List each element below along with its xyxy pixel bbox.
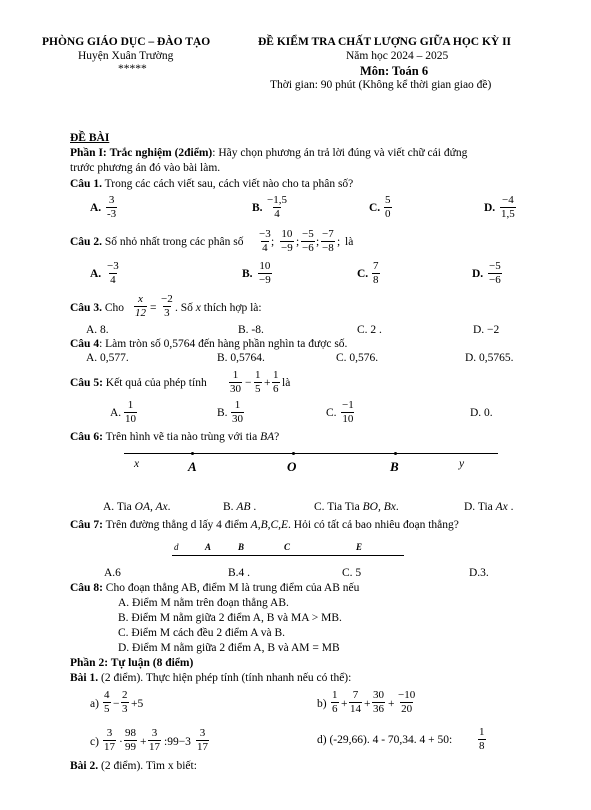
q6-label-x: x xyxy=(134,458,140,470)
q7-label-e: E xyxy=(356,542,363,552)
q3-fraction-x: x 12 xyxy=(135,293,146,319)
q4-option-c: C. 0,576. xyxy=(336,352,379,364)
q2-option-b-label: B. xyxy=(242,268,253,280)
q6-option-c: C. Tia Tia BO, Bx. xyxy=(314,501,399,513)
bai1-a-fraction-2: 2 3 xyxy=(122,689,128,715)
q6-label-y: y xyxy=(459,458,465,470)
q5-option-a-fraction: 1 10 xyxy=(125,399,136,425)
subject: Môn: Toán 6 xyxy=(360,64,429,78)
q3-stem-end: . Số x thích hợp là: xyxy=(175,302,262,314)
header-district: Huyện Xuân Trường xyxy=(78,50,174,62)
q7-label-c: C xyxy=(284,542,291,552)
part1-heading: Phần I: Trắc nghiệm (2điểm): Hãy chọn phương án trả lời đúng và viết chữ cái đứng xyxy=(70,147,468,159)
q6-point-o xyxy=(292,452,295,455)
q2-fraction-4: −7 −8 xyxy=(322,228,334,254)
q1-stem: Câu 1. Trong các cách viết sau, cách viết nào cho ta phân số? xyxy=(70,178,354,190)
q2-option-a-fraction: −3 4 xyxy=(107,260,119,286)
bai1-c-label: c) xyxy=(90,736,99,748)
q1-option-a-label: A. xyxy=(90,202,102,214)
q5-stem: Câu 5: Kết quả của phép tính xyxy=(70,377,207,389)
q5-option-c-label: C. xyxy=(326,407,337,419)
q1-option-c-fraction: 5 0 xyxy=(385,194,391,220)
q6-label-o: O xyxy=(287,459,297,474)
bai1-stem: Bài 1. (2 điểm). Thực hiện phép tính (tính nhanh nếu có thể): xyxy=(70,672,352,684)
q3-option-a: A. 8. xyxy=(86,324,109,336)
q7-label-a: A xyxy=(205,542,212,552)
q3-option-b: B. -8. xyxy=(238,324,264,336)
bai2-stem: Bài 2. (2 điểm). Tìm x biết: xyxy=(70,760,197,772)
q1-option-d-label: D. xyxy=(484,202,496,214)
bai1-c-fraction-1: 3 17 xyxy=(104,727,115,753)
bai1-a-fraction-1: 4 5 xyxy=(104,689,110,715)
q6-option-b: B. AB . xyxy=(223,501,257,513)
bai1-d-fraction: 1 8 xyxy=(479,726,485,752)
bai1-b-fraction-1: 1 6 xyxy=(332,689,338,715)
bai1-c-fraction-4: 3 17 xyxy=(197,727,208,753)
section-heading: ĐỀ BÀI xyxy=(70,132,110,144)
q2-stem: Câu 2. Số nhỏ nhất trong các phân số xyxy=(70,236,244,248)
q1-option-d-fraction: −4 1,5 xyxy=(501,194,515,220)
q6-label-a: A xyxy=(188,459,197,474)
q8-option-d: D. Điểm M nằm giữa 2 điểm A, B và AM = MB xyxy=(118,642,340,654)
q5-option-d: D. 0. xyxy=(470,407,493,419)
q7-line-d xyxy=(172,555,404,556)
header-stars: ***** xyxy=(118,63,147,75)
q5-option-b-fraction: 1 30 xyxy=(232,399,243,425)
q4-option-d: D. 0,5765. xyxy=(465,352,514,364)
q7-label-b: B xyxy=(238,542,245,552)
school-year: Năm học 2024 – 2025 xyxy=(346,50,449,62)
q5-option-c-fraction: −1 10 xyxy=(342,399,354,425)
q2-fraction-2: 10 −9 xyxy=(281,228,293,254)
q5-fraction-3: 1 6 xyxy=(273,369,279,395)
exam-title: ĐỀ KIỂM TRA CHẤT LƯỢNG GIỮA HỌC KỲ II xyxy=(258,36,512,48)
q8-stem: Câu 8: Cho đoạn thẳng AB, điểm M là trung điểm của AB nếu xyxy=(70,582,360,594)
q1-option-c-label: C. xyxy=(369,202,381,214)
q1-option-b-label: B. xyxy=(252,202,263,214)
bai1-c-fraction-3: 3 17 xyxy=(149,727,160,753)
q2-option-d-label: D. xyxy=(472,268,484,280)
q5-option-b-label: B. xyxy=(217,407,228,419)
q6-point-a xyxy=(191,452,194,455)
q2-option-b-fraction: 10 −9 xyxy=(259,260,271,286)
bai1-a-label: a) xyxy=(90,698,99,710)
q8-option-c: C. Điểm M cách đều 2 điểm A và B. xyxy=(118,627,286,639)
q2-option-c-label: C. xyxy=(357,268,369,280)
q2-fraction-3: −5 −6 xyxy=(302,228,314,254)
q2-fraction-1: −3 4 xyxy=(259,228,271,254)
q8-option-a: A. Điểm M nằm trên đoạn thẳng AB. xyxy=(118,597,289,609)
q7-option-b: B.4 . xyxy=(228,567,251,579)
q7-label-d: d xyxy=(174,542,179,552)
q8-option-b: B. Điểm M nằm giữa 2 điểm A, B và MA > MB. xyxy=(118,612,342,624)
q6-label-b: B xyxy=(390,459,399,474)
q3-option-d: D. −2 xyxy=(473,324,500,336)
bai1-b-fraction-4: −10 20 xyxy=(398,689,416,715)
part1-heading-cont: trước phương án đó vào bài làm. xyxy=(70,162,221,174)
q3-option-c: C. 2 . xyxy=(357,324,382,336)
q1-option-b-fraction: −1,5 4 xyxy=(267,194,287,220)
bai1-c-fraction-2: 98 99 xyxy=(125,727,136,753)
q6-option-a: A. Tia OA, Ax. xyxy=(103,501,171,513)
q5-fraction-1: 1 30 xyxy=(230,369,241,395)
time-limit: Thời gian: 90 phút (Không kể thời gian giao đề) xyxy=(270,79,492,91)
q6-stem: Câu 6: Trên hình vẽ tia nào trùng với tia BA? xyxy=(70,431,280,443)
q1-option-a-fraction: 3 -3 xyxy=(107,194,117,220)
q4-stem: Câu 4: Làm tròn số 0,5764 đến hàng phần nghìn ta được số. xyxy=(70,338,348,350)
q2-option-a-label: A. xyxy=(90,268,102,280)
q7-option-c: C. 5 xyxy=(342,567,362,579)
q2-option-d-fraction: −5 −6 xyxy=(489,260,501,286)
header-department: PHÒNG GIÁO DỤC – ĐÀO TẠO xyxy=(42,36,211,48)
part2-heading: Phần 2: Tự luận (8 điểm) xyxy=(70,657,194,669)
q6-point-b xyxy=(394,452,397,455)
q4-option-a: A. 0,577. xyxy=(86,352,129,364)
q7-option-a: A.6 xyxy=(104,567,121,579)
q3-fraction-value: −2 3 xyxy=(161,293,173,319)
q2-option-c-fraction: 7 8 xyxy=(373,260,379,286)
q4-option-b: B. 0,5764. xyxy=(217,352,265,364)
q7-stem: Câu 7: Trên đường thẳng d lấy 4 điểm A,B,C,E. Hỏi có tất cả bao nhiêu đoạn thẳng? xyxy=(70,519,459,531)
bai1-b-label: b) xyxy=(317,698,327,710)
q5-option-a-label: A. xyxy=(110,407,122,419)
q7-option-d: D.3. xyxy=(469,567,489,579)
q6-option-d: D. Tia Ax . xyxy=(464,501,514,513)
bai1-b-fraction-2: 7 14 xyxy=(350,689,361,715)
bai1-d-expression: d) (-29,66). 4 - 70,34. 4 + 50: xyxy=(317,734,453,746)
q5-fraction-2: 1 5 xyxy=(255,369,261,395)
q6-line xyxy=(124,453,498,454)
q3-stem-start: Câu 3. Cho xyxy=(70,302,124,314)
bai1-b-fraction-3: 30 36 xyxy=(373,689,384,715)
